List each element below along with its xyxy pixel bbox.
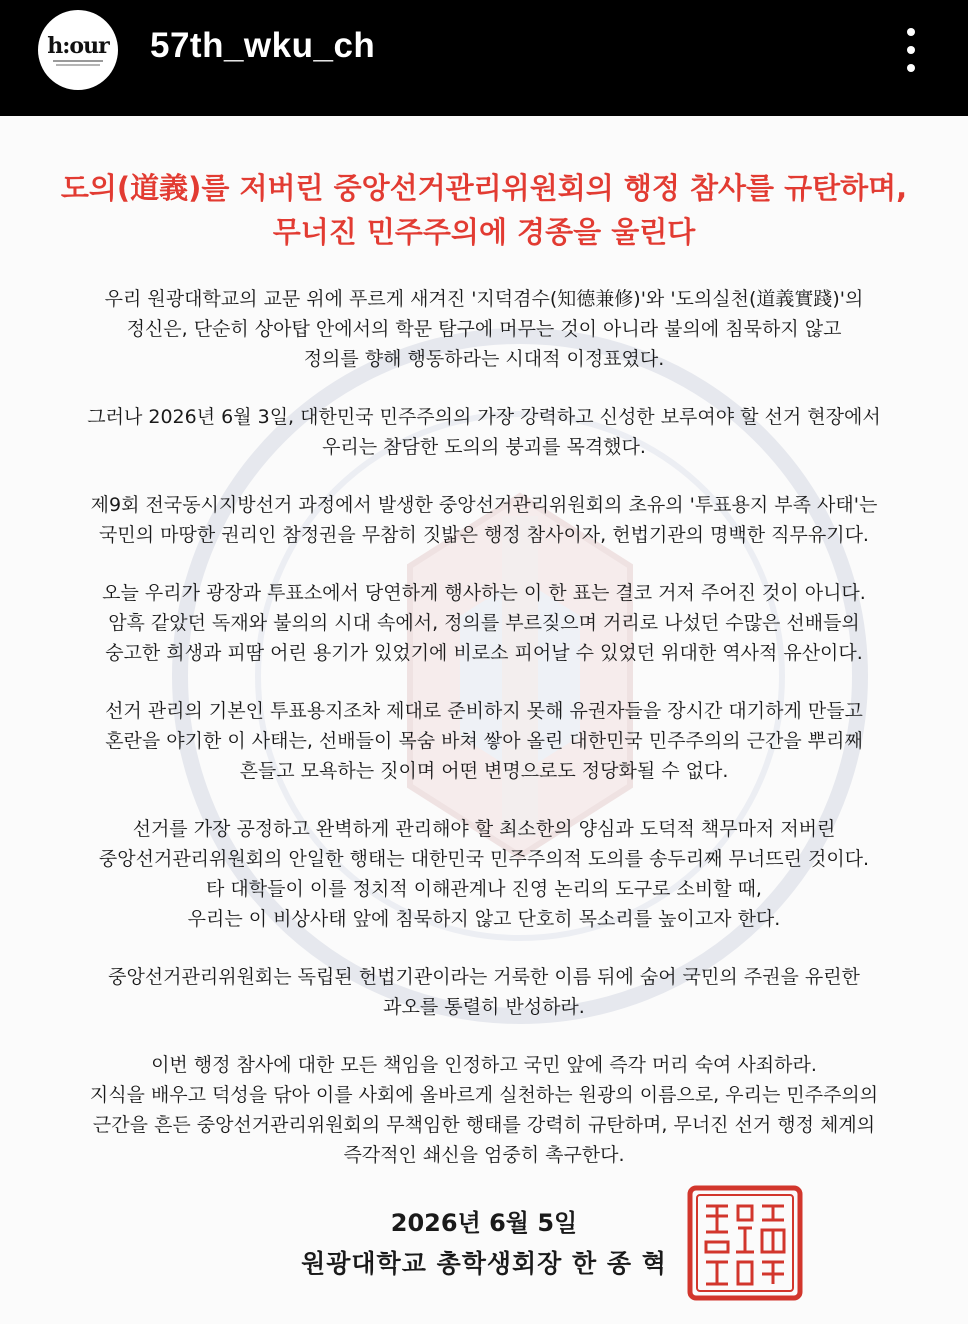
post-header — [0, 0, 968, 116]
paragraph-line: 흔들고 모욕하는 짓이며 어떤 변명으로도 정당화될 수 없다. — [239, 760, 729, 782]
title-line: 무너진 민주주의에 경종을 울린다 — [272, 215, 696, 249]
paragraph-line: 근간을 흔든 중앙선거관리위원회의 무책임한 행태를 강력히 규탄하며, 무너진 선거 행정 체계의 — [92, 1114, 876, 1136]
paragraph-line: 정신은, 단순히 상아탑 안에서의 학문 탐구에 머무는 것이 아니라 불의에 침묵하지 않고 — [126, 318, 842, 340]
official-seal-stamp — [686, 1184, 804, 1302]
paragraph — [30, 578, 938, 668]
paragraph-line: 우리 원광대학교의 교문 위에 푸르게 새겨진 '지덕겸수(知德兼修)'와 '도의실천(道義實踐)'의 — [104, 288, 864, 310]
post-image — [0, 116, 968, 1324]
signature-block — [230, 1204, 738, 1286]
paragraph — [30, 696, 938, 786]
paragraph-line: 우리는 참담한 도의의 붕괴를 목격했다. — [322, 436, 646, 458]
paragraph-line: 제9회 전국동시지방선거 과정에서 발생한 중앙선거관리위원회의 초유의 '투표용지 부족 사태'는 — [90, 494, 878, 516]
paragraph-line: 중앙선거관리위원회는 독립된 헌법기관이라는 거룩한 이름 뒤에 숨어 국민의 주권을 유린한 — [108, 966, 860, 988]
paragraph — [30, 814, 938, 934]
paragraph — [30, 402, 938, 462]
paragraph — [30, 490, 938, 550]
paragraph-line: 중앙선거관리위원회의 안일한 행태는 대한민국 민주주의적 도의를 송두리째 무너뜨린 것이다. — [98, 848, 870, 870]
paragraph-line: 즉각적인 쇄신을 엄중히 촉구한다. — [343, 1144, 625, 1166]
paragraph-line: 암흑 같았던 독재와 불의의 시대 속에서, 정의를 부르짖으며 거리로 나섰던 수많은 선배들의 — [108, 612, 860, 634]
paragraph — [30, 284, 938, 374]
paragraph-line: 선거 관리의 기본인 투표용지조차 제대로 준비하지 못해 유권자들을 장시간 대기하게 만들고 — [105, 700, 863, 722]
more-dot — [907, 46, 915, 54]
title-line: 도의(道義)를 저버린 중앙선거관리위원회의 행정 참사를 규탄하며, — [60, 171, 908, 205]
statement-date: 2026년 6월 5일 — [390, 1209, 578, 1237]
paragraph-line: 이번 행정 참사에 대한 모든 책임을 인정하고 국민 앞에 즉각 머리 숙여 사죄하라. — [151, 1054, 817, 1076]
more-dot — [907, 28, 915, 36]
avatar-subtext-line — [56, 64, 100, 66]
paragraph-line: 국민의 마땅한 권리인 참정권을 무참히 짓밟은 행정 참사이자, 헌법기관의 명백한 직무유기다. — [99, 524, 869, 546]
paragraph-line: 오늘 우리가 광장과 투표소에서 당연하게 행사하는 이 한 표는 결코 거저 주어진 것이 아니다. — [102, 582, 866, 604]
paragraph-line: 과오를 통렬히 반성하라. — [383, 996, 585, 1018]
more-dot — [907, 64, 915, 72]
avatar-logo: h:our — [47, 32, 109, 59]
paragraph-line: 정의를 향해 행동하라는 시대적 이정표였다. — [303, 348, 665, 370]
paragraph — [30, 1050, 938, 1170]
avatar-subtext-line — [53, 60, 103, 62]
paragraph-line: 그러나 2026년 6월 3일, 대한민국 민주주의의 가장 강력하고 신성한 보루여야 할 선거 현장에서 — [87, 406, 881, 428]
paragraph-line: 지식을 배우고 덕성을 닦아 이를 사회에 올바르게 실천하는 원광의 이름으로, 우리는 민주주의의 — [89, 1084, 879, 1106]
paragraph-line: 혼란을 야기한 이 사태는, 선배들이 목숨 바쳐 쌓아 올린 대한민국 민주주의의 근간을 뿌리째 — [105, 730, 863, 752]
more-vertical-icon[interactable] — [896, 28, 926, 72]
paragraph-line: 숭고한 희생과 피땀 어린 용기가 있었기에 비로소 피어날 수 있었던 위대한 역사적 유산이다. — [105, 642, 863, 664]
post-title — [0, 166, 968, 254]
paragraph-line: 선거를 가장 공정하고 완벽하게 관리해야 할 최소한의 양심과 도덕적 책무마저 저버린 — [132, 818, 836, 840]
paragraph-line: 타 대학들이 이를 정치적 이해관계나 진영 논리의 도구로 소비할 때, — [206, 878, 762, 900]
paragraph — [30, 962, 938, 1022]
account-username[interactable]: 57th_wku_ch — [150, 26, 376, 65]
profile-avatar[interactable] — [38, 10, 118, 90]
statement-body — [30, 284, 938, 1198]
paragraph-line: 우리는 이 비상사태 앞에 침묵하지 않고 단호히 목소리를 높이고자 한다. — [187, 908, 781, 930]
signer-name: 원광대학교 총학생회장 한 종 혁 — [301, 1249, 667, 1278]
